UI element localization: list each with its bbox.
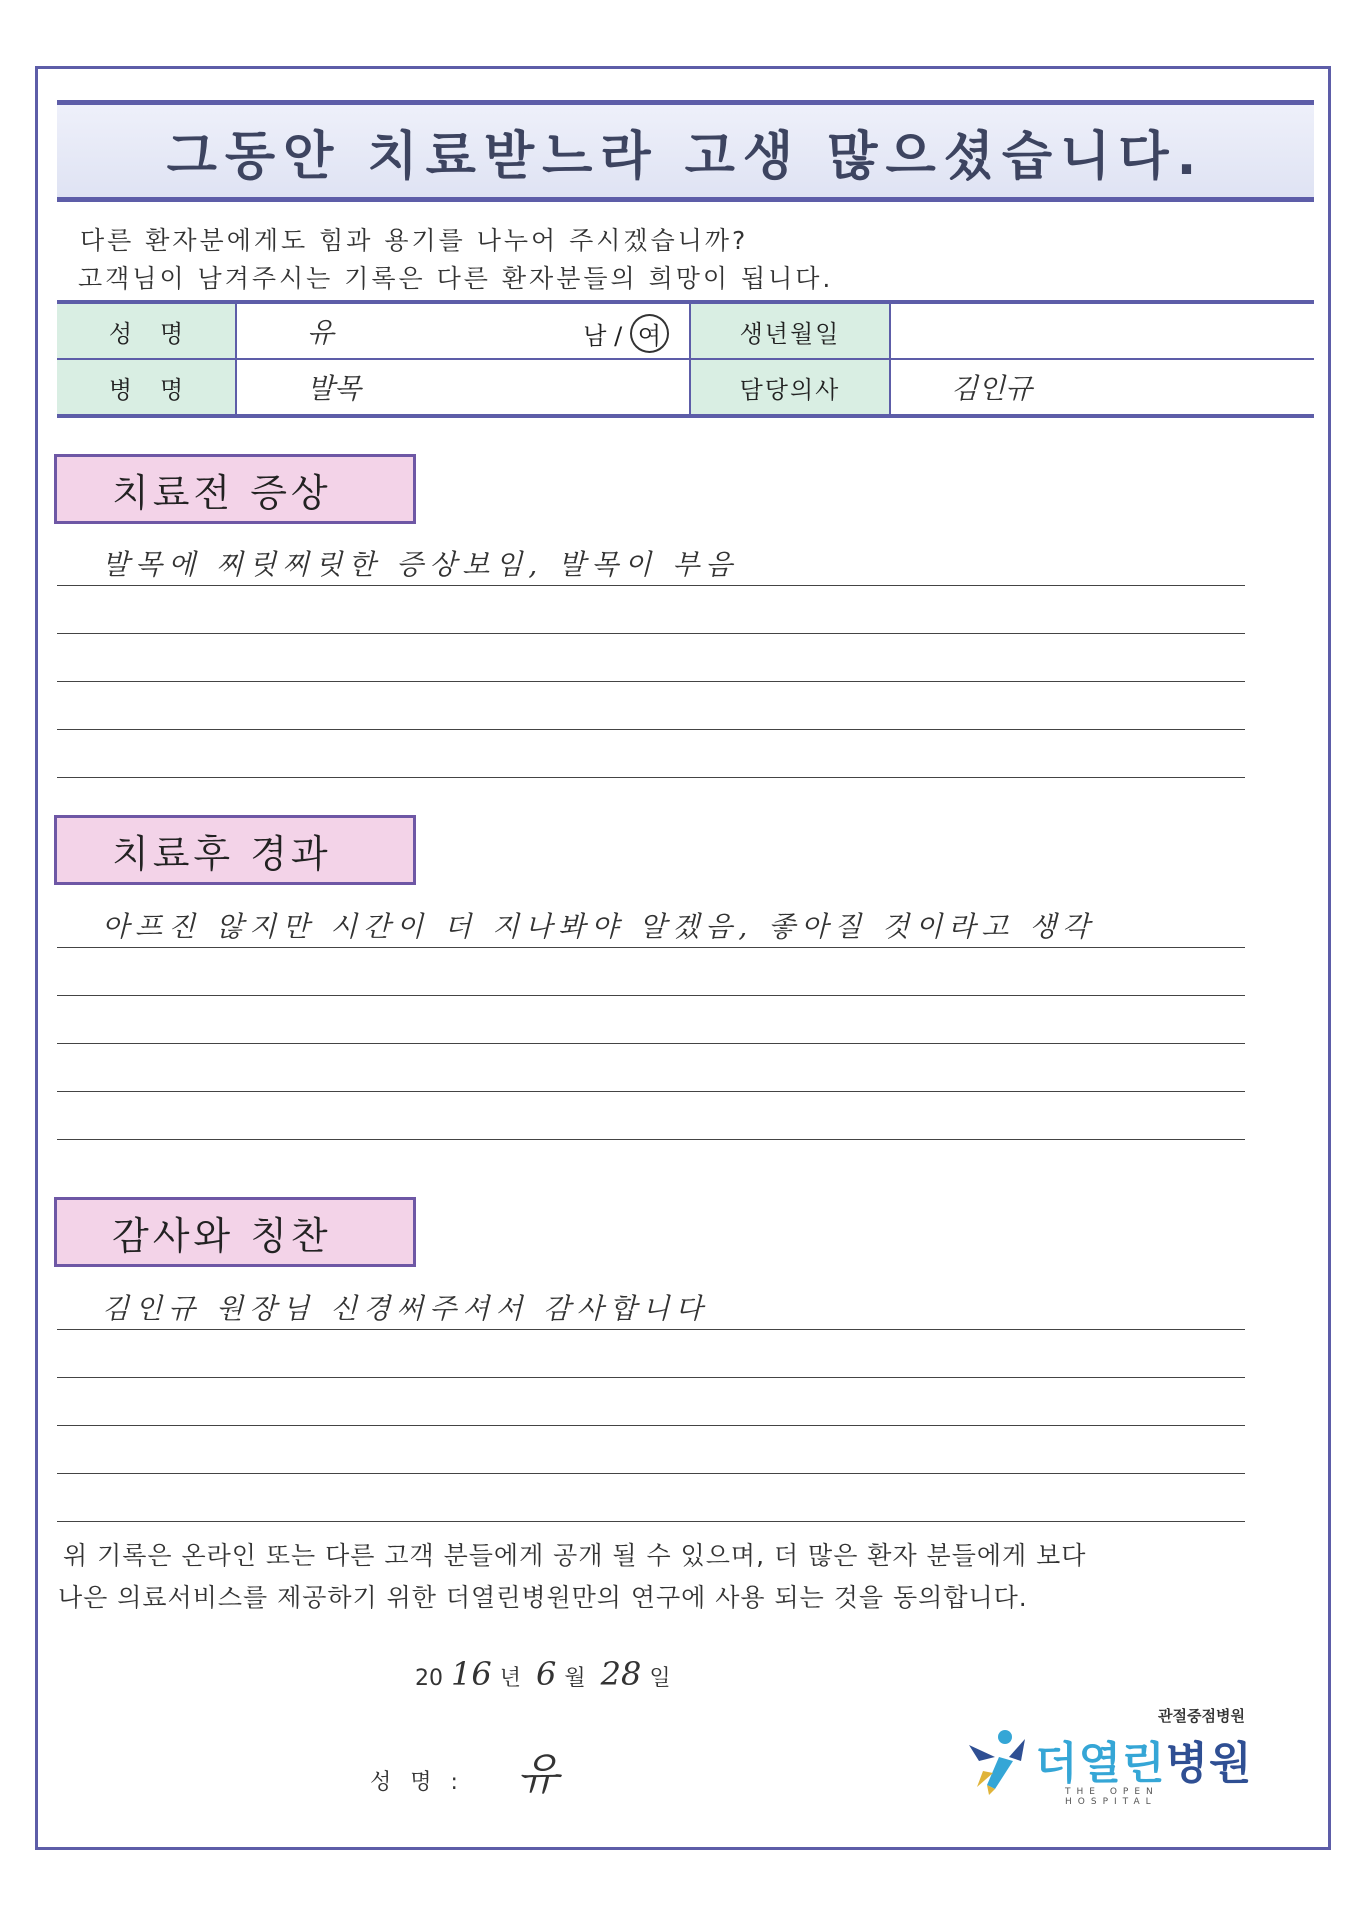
hospital-logo [965, 1705, 1255, 1805]
intro-line-2: 고객님이 남겨주시는 기록은 다른 환자분들의 희망이 됩니다. [78, 264, 834, 293]
header-banner [57, 100, 1314, 202]
gender-female-circled: 여 [630, 314, 669, 353]
writing-line[interactable] [57, 586, 1245, 634]
writing-line[interactable] [57, 1474, 1245, 1522]
disease-value: 발목 [307, 372, 362, 405]
name-label: 성명 [57, 304, 235, 358]
writing-line[interactable] [57, 1092, 1245, 1140]
date-day[interactable]: 28 [600, 1655, 642, 1693]
logo-name [1035, 1727, 1253, 1791]
consent-line-1: 위 기록은 온라인 또는 다른 고객 분들에게 공개 될 수 있으며, 더 많은 환자 분들에게 보다 [63, 1541, 1087, 1570]
gender-field [583, 314, 669, 353]
date-month[interactable]: 6 [535, 1655, 557, 1693]
handwritten-text: 발목에 찌릿찌릿한 증상보임, 발목이 부음 [102, 548, 739, 581]
date-day-unit: 일 [649, 1666, 671, 1691]
handwritten-text: 김인규 원장님 신경써주셔서 감사합니다 [102, 1292, 709, 1325]
date-prefix: 20 [415, 1666, 443, 1691]
name-value-cell [235, 304, 691, 358]
name-value: 유 [307, 316, 335, 349]
birth-label: 생년월일 [691, 304, 889, 358]
writing-line[interactable] [57, 1044, 1245, 1092]
consent-line-2: 나은 의료서비스를 제공하기 위한 더열린병원만의 연구에 사용 되는 것을 동의합니다. [58, 1583, 1028, 1612]
writing-line[interactable] [57, 1426, 1245, 1474]
disease-label: 병명 [57, 360, 235, 414]
writing-line[interactable] [57, 634, 1245, 682]
signature-label: 성 명 : [370, 1770, 464, 1795]
section-lines-after [57, 900, 1245, 1140]
date-field [415, 1655, 671, 1693]
info-row-disease [57, 358, 1314, 414]
banner-title: 그동안 치료받느라 고생 많으셨습니다. [166, 126, 1205, 187]
date-year-unit: 년 [499, 1666, 521, 1691]
disease-value-cell [235, 360, 691, 414]
intro-text [80, 222, 833, 298]
logo-name-part2: 병원 [1165, 1738, 1253, 1789]
signature-field [370, 1738, 559, 1802]
info-row-name [57, 304, 1314, 358]
figure-logo-icon [965, 1727, 1035, 1797]
writing-line[interactable] [57, 1282, 1245, 1330]
writing-line[interactable] [57, 682, 1245, 730]
section-lines-thanks [57, 1282, 1245, 1522]
birth-value [889, 304, 1314, 358]
writing-line[interactable] [57, 948, 1245, 996]
section-title-after: 치료후 경과 [54, 815, 416, 885]
gender-male: 남 / [583, 322, 623, 350]
doctor-value-cell [889, 360, 1314, 414]
intro-line-1: 다른 환자분에게도 힘과 용기를 나누어 주시겠습니까? [80, 226, 749, 255]
signature-value[interactable]: 유 [516, 1749, 560, 1800]
logo-tagline: 관절중점병원 [1158, 1707, 1245, 1725]
handwritten-text: 아프진 않지만 시간이 더 지나봐야 알겠음, 좋아질 것이라고 생각 [102, 910, 1096, 943]
writing-line[interactable] [57, 538, 1245, 586]
consent-text [58, 1535, 1087, 1619]
section-title-before: 치료전 증상 [54, 454, 416, 524]
date-year[interactable]: 16 [451, 1655, 492, 1693]
patient-info-table [57, 300, 1314, 418]
writing-line[interactable] [57, 996, 1245, 1044]
writing-line[interactable] [57, 900, 1245, 948]
writing-line[interactable] [57, 1378, 1245, 1426]
doctor-label: 담당의사 [691, 360, 889, 414]
doctor-value: 김인규 [951, 372, 1033, 405]
date-month-unit: 월 [564, 1666, 586, 1691]
logo-name-part1: 더열린 [1035, 1738, 1166, 1789]
section-lines-before [57, 538, 1245, 778]
section-title-thanks: 감사와 칭찬 [54, 1197, 416, 1267]
logo-english: THE OPEN HOSPITAL [1065, 1787, 1159, 1807]
writing-line[interactable] [57, 730, 1245, 778]
writing-line[interactable] [57, 1330, 1245, 1378]
